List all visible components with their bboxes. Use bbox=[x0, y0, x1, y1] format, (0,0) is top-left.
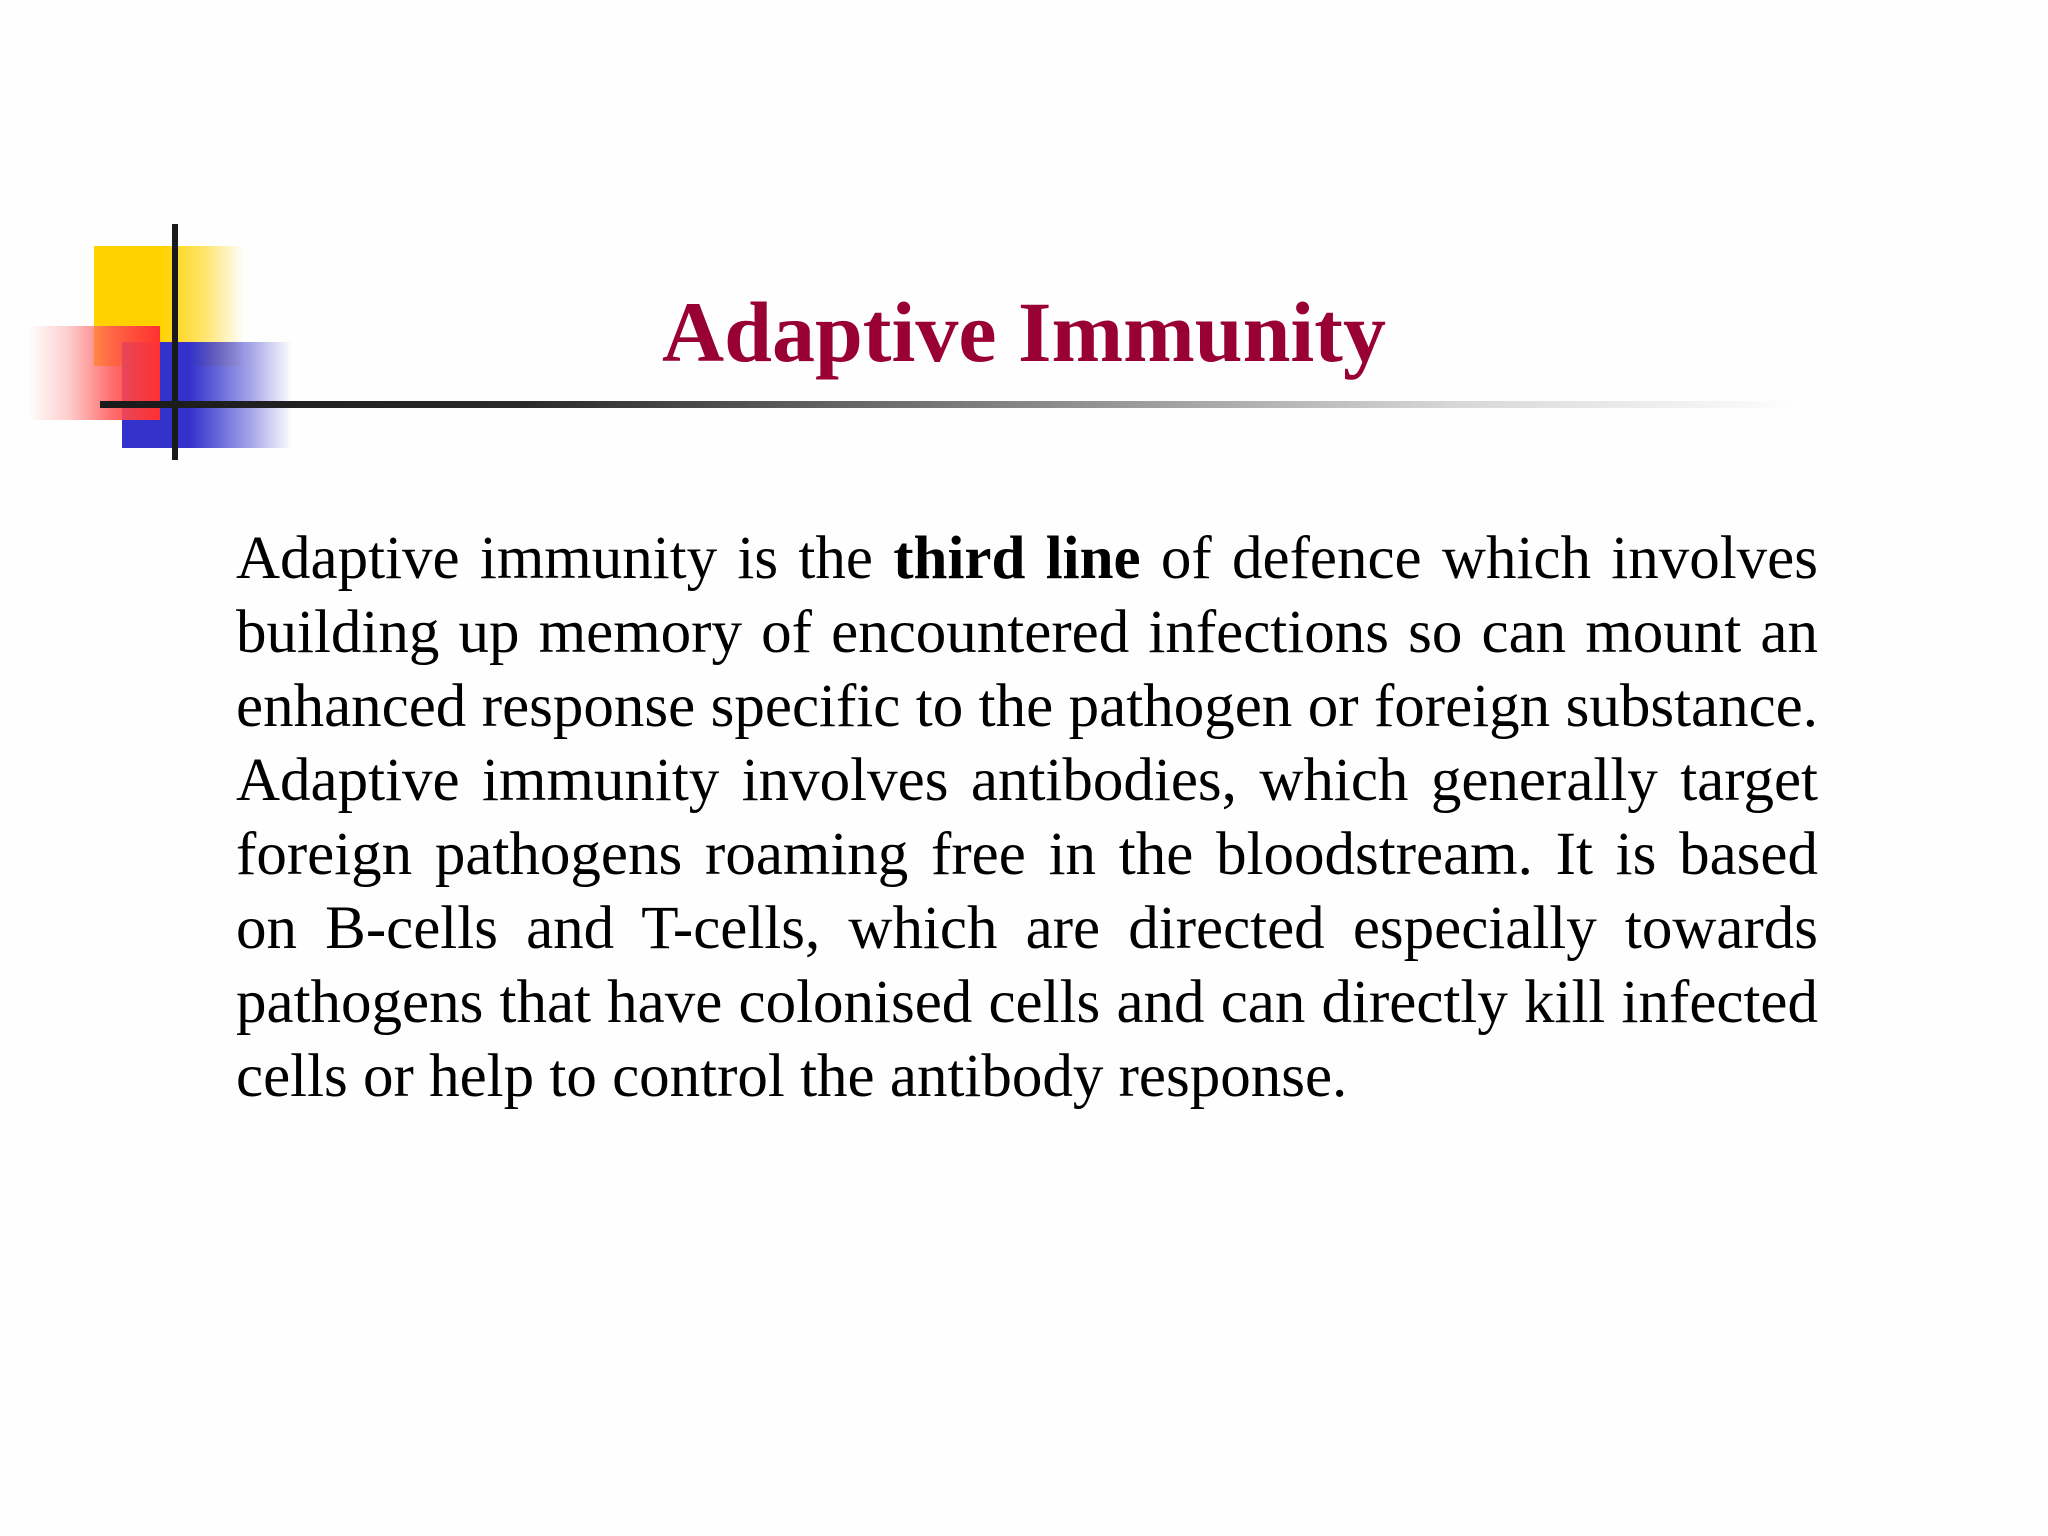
body-emphasis: third line bbox=[893, 525, 1141, 592]
title-underline bbox=[100, 401, 1800, 408]
body-intro: Adaptive immunity is the bbox=[236, 525, 894, 592]
body-paragraph bbox=[236, 522, 1818, 1114]
body-rest: of defence which involves building up memory of encountered infections so can mount an enhanced response specific to the pathogen or foreign substance. Adaptive immunity involves antibodies, which generally target foreign pathogens roaming free in the bloodstream. It is based on B-cells and T-cells, which are directed especially towards pathogens that have colonised cells and can directly kill infected cells or help to control the antibody response. bbox=[236, 525, 1818, 1110]
slide-title: Adaptive Immunity bbox=[662, 284, 1386, 380]
